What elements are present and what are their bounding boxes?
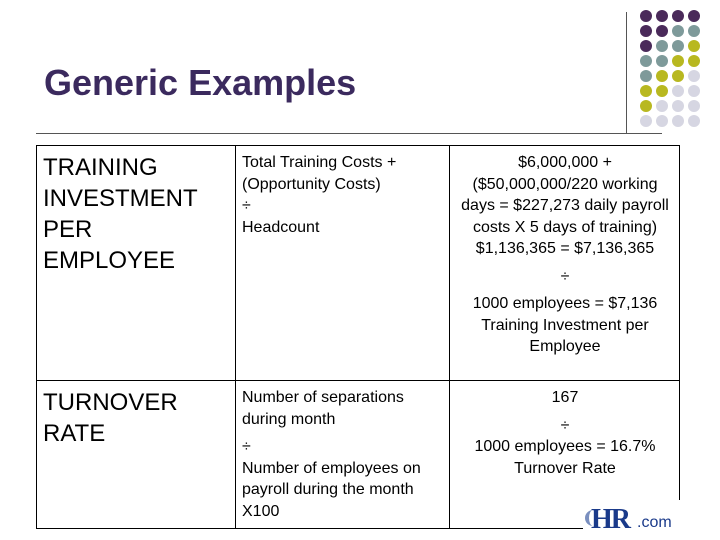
example-calculation: $6,000,000 + ($50,000,000/220 working days = $227,273 daily payroll costs X 5 days of training) $1,136,365 = $7,136,365 — [461, 154, 669, 257]
example-result: 1000 employees = $7,136 Training Investment per Employee — [472, 295, 658, 355]
decor-dot — [640, 115, 652, 127]
title-horizontal-rule — [36, 133, 662, 134]
decor-dot — [656, 25, 668, 37]
formula-denominator: Headcount — [242, 218, 320, 236]
formula-numerator: Number of separations during month — [242, 389, 404, 428]
decor-dot — [672, 115, 684, 127]
decor-dot — [672, 10, 684, 22]
decor-dot — [688, 70, 700, 82]
decor-dot — [688, 115, 700, 127]
example-result: 1000 employees = 16.7% Turnover Rate — [474, 438, 656, 477]
decor-dot — [640, 25, 652, 37]
slide-title: Generic Examples — [44, 62, 357, 103]
decor-dot — [688, 85, 700, 97]
divide-symbol: ÷ — [242, 197, 251, 214]
decor-dot — [672, 55, 684, 67]
example-calculation: 167 — [551, 389, 579, 406]
decor-dot — [688, 100, 700, 112]
decor-dot — [656, 70, 668, 82]
decor-dot — [672, 100, 684, 112]
formula-cell — [236, 381, 450, 529]
decor-dot — [656, 10, 668, 22]
decor-dot — [688, 25, 700, 37]
decor-dot — [640, 70, 652, 82]
decor-dot — [688, 10, 700, 22]
decor-dot — [656, 40, 668, 52]
decor-dot — [672, 25, 684, 37]
decor-dot — [640, 10, 652, 22]
decor-dot — [656, 100, 668, 112]
formula-numerator: Total Training Costs + (Opportunity Costs) — [242, 154, 397, 193]
metric-name-cell: TURNOVER RATE — [37, 381, 236, 529]
decor-dot — [656, 55, 668, 67]
title-vertical-rule — [626, 12, 627, 134]
example-cell — [450, 146, 680, 381]
examples-table — [36, 145, 680, 529]
hr-com-logo — [583, 500, 683, 540]
decor-dot — [656, 85, 668, 97]
divide-symbol: ÷ — [560, 267, 570, 285]
decor-dot — [672, 70, 684, 82]
formula-cell — [236, 146, 450, 381]
logo-brand: HR — [591, 504, 629, 535]
decor-dot — [640, 40, 652, 52]
decor-dot — [688, 40, 700, 52]
decor-dot — [656, 115, 668, 127]
divide-symbol: ÷ — [242, 438, 251, 455]
divide-symbol: ÷ — [560, 416, 570, 434]
logo-suffix: .com — [637, 514, 672, 531]
decor-dot — [672, 85, 684, 97]
decor-dot — [640, 85, 652, 97]
decor-dot — [672, 40, 684, 52]
decor-dot — [688, 55, 700, 67]
decor-dot — [640, 55, 652, 67]
table-row — [37, 146, 680, 381]
formula-denominator: Number of employees on payroll during the month X100 — [242, 459, 421, 520]
decor-dot — [640, 100, 652, 112]
metric-name-cell: TRAINING INVESTMENT PER EMPLOYEE — [37, 146, 236, 381]
